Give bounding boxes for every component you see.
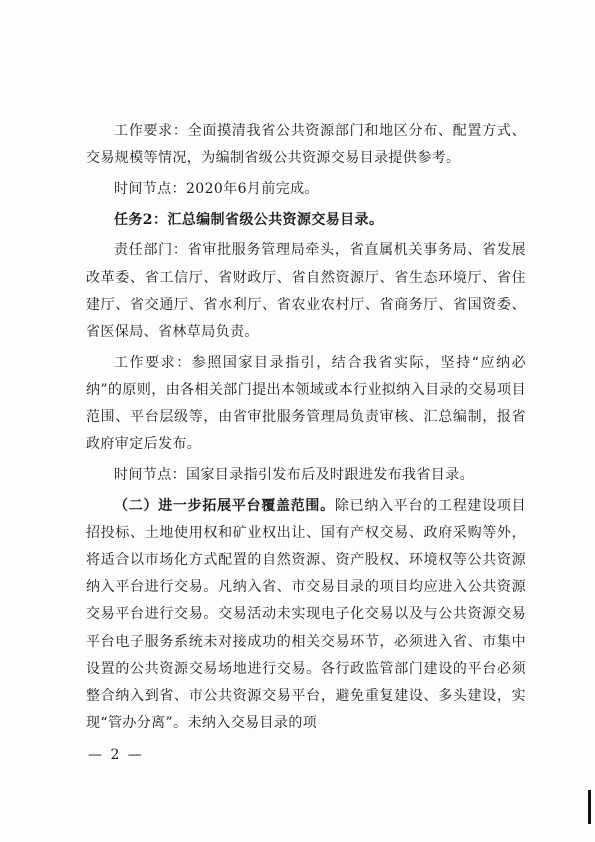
- scan-edge-mark: [588, 790, 591, 824]
- deadline-paragraph: 时间节点：2020年6月前完成。: [114, 180, 319, 197]
- task-2-heading: 任务2：汇总编制省级公共资源交易目录。: [114, 211, 384, 228]
- responsible-departments-paragraph: 责任部门：省审批服务管理局牵头，省直属机关事务局、省发展改革委、省工信厅、省财政厅、省自然资源厅、省生态环境厅、省住建厅、省交通厅、省水利厅、省农业农村厅、省商务厅、省国资委、省医保局、省林草局负责。: [86, 242, 526, 340]
- work-requirement-paragraph: 工作要求：全面摸清我省公共资源部门和地区分布、配置方式、交易规模等情况，为编制省级公共资源交易目录提供参考。: [86, 123, 526, 167]
- work-requirement-paragraph-2: 工作要求：参照国家目录指引，结合我省实际，坚持“应纳必纳”的原则，由各相关部门提出本领域或本行业拟纳入目录的交易项目范围、平台层级等，由省审批服务管理局负责审核、汇总编制，报省政府审定后发布。: [86, 354, 526, 453]
- platform-coverage-paragraph: [86, 493, 526, 738]
- page-number: — 2 —: [88, 747, 144, 763]
- section-2-heading: （二）进一步拓展平台覆盖范围。: [114, 497, 335, 514]
- platform-coverage-body: 除已纳入平台的工程建设项目招投标、土地使用权和矿业权出让、国有产权交易、政府采购等外，将适合以市场化方式配置的自然资源、资产股权、环境权等公共资源纳入平台进行交易。凡纳入省、市交易目录的项目均应进入公共资源交易平台进行交易。交易活动未实现电子化交易以及与公共资源交易平台电子服务系统未对接成功的相关交易环节，必须进入省、市集中设置的公共资源交易场地进行交易。各行政监管部门建设的平台必须整合纳入到省、市公共资源交易平台，避免重复建设、多头建设，实现“管办分离”。未纳入交易目录的项: [86, 497, 526, 732]
- deadline-paragraph-2: 时间节点：国家目录指引发布后及时跟进发布我省目录。: [114, 466, 474, 483]
- document-body: [86, 118, 526, 741]
